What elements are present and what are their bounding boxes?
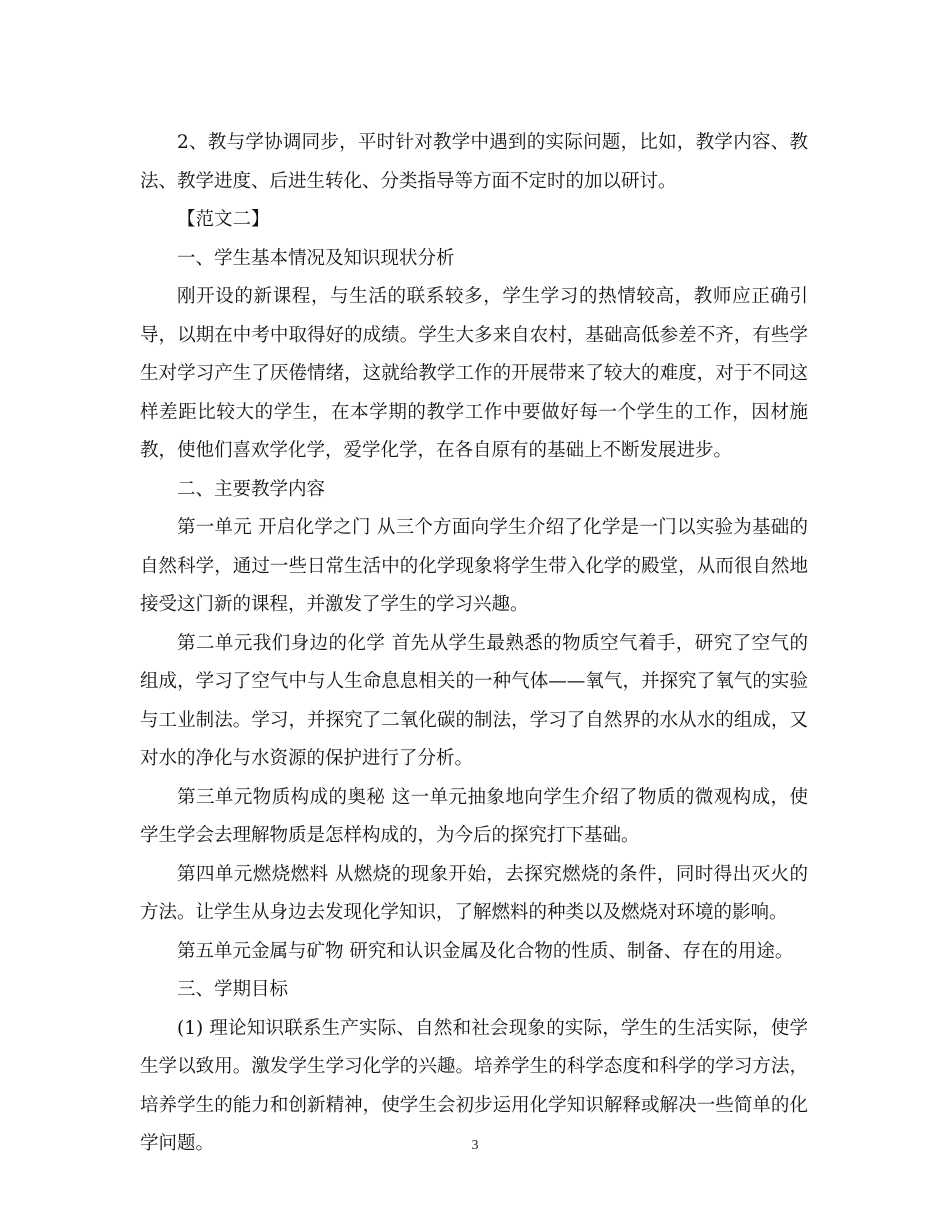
paragraph-unit-three: 第三单元物质构成的奥秘 这一单元抽象地向学生介绍了物质的微观构成，使学生学会去理解物质是怎样构成的，为今后的探究打下基础。 xyxy=(140,786,808,846)
page-number: 3 xyxy=(471,1138,479,1153)
paragraph-unit-four: 第四单元燃烧燃料 从燃烧的现象开始，去探究燃烧的条件，同时得出灭火的方法。让学生从身边去发现化学知识，了解燃料的种类以及燃烧对环境的影响。 xyxy=(140,863,808,923)
paragraph-unit-one: 第一单元 开启化学之门 从三个方面向学生介绍了化学是一门以实验为基础的自然科学，通过一些日常生活中的化学现象将学生带入化学的殿堂，从而很自然地接受这门新的课程，并激发了学生的学习兴趣。 xyxy=(140,517,808,615)
paragraph-unit-two: 第二单元我们身边的化学 首先从学生最熟悉的物质空气着手，研究了空气的组成，学习了空气中与人生命息息相关的一种气体——氧气，并探究了氧气的实验与工业制法。学习，并探究了二氧化碳的制法，学习了自然界的水从水的组成，又对水的净化与水资源的保护进行了分析。 xyxy=(140,632,808,769)
section-heading-semester-goals: 三、学期目标 xyxy=(177,979,289,1000)
paragraph-goal-one: (1) 理论知识联系生产实际、自然和社会现象的实际，学生的生活实际，使学生学以致用。激发学生学习化学的兴趣。培养学生的科学态度和科学的学习方法，培养学生的能力和创新精神，使学生会初步运用化学知识解释或解决一些简单的化学问题。 xyxy=(140,1017,808,1154)
section-heading-teaching-content: 二、主要教学内容 xyxy=(177,478,326,500)
section-heading-student-analysis: 一、学生基本情况及知识现状分析 xyxy=(177,247,455,269)
paragraph-student-situation: 刚开设的新课程，与生活的联系较多，学生学习的热情较高，教师应正确引导，以期在中考中取得好的成绩。学生大多来自农村，基础高低参差不齐，有些学生对学习产生了厌倦情绪，这就给教学工作的开展带来了较大的难度，对于不同这样差距比较大的学生，在本学期的教学工作中要做好每一个学生的工作，因材施教，使他们喜欢学化学，爱学化学，在各自原有的基础上不断发展进步。 xyxy=(140,286,808,461)
paragraph-item-2: 2、教与学协调同步，平时针对教学中遇到的实际问题，比如，教学内容、教法、教学进度、后进生转化、分类指导等方面不定时的加以研讨。 xyxy=(140,132,808,192)
section-heading-sample-two: 【范文二】 xyxy=(177,209,270,230)
paragraph-unit-five: 第五单元金属与矿物 研究和认识金属及化合物的性质、制备、存在的用途。 xyxy=(177,940,794,962)
document-body xyxy=(140,124,808,1164)
